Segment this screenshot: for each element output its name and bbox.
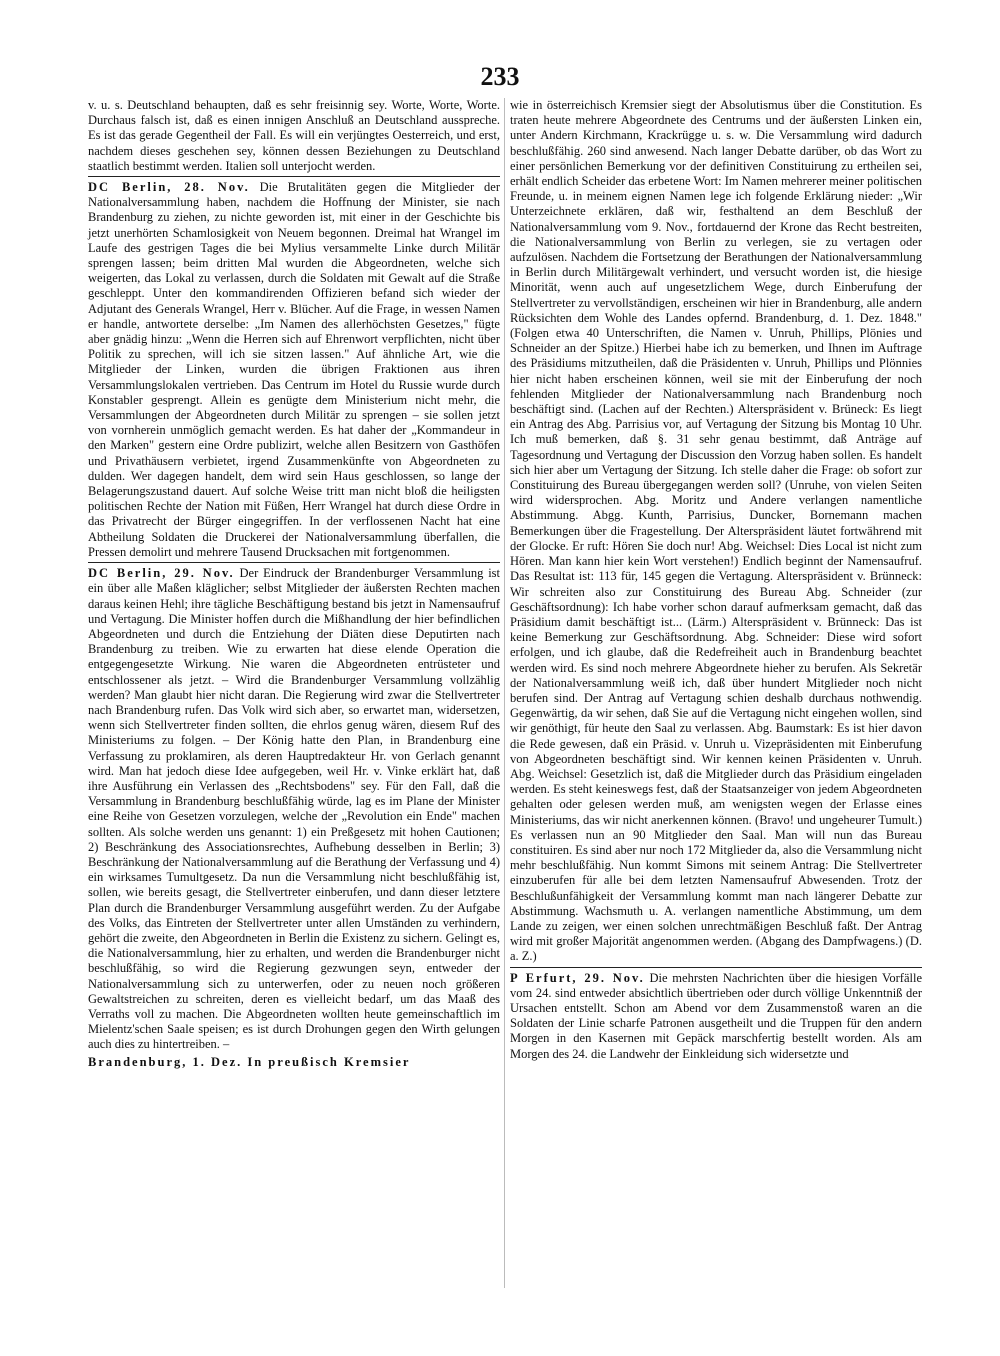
article-berlin-29 xyxy=(88,566,500,1053)
article-divider xyxy=(510,967,922,968)
dateline: DC Berlin, 29. Nov. xyxy=(88,566,235,581)
article-body: Die mehrsten Nachrichten über die hiesigen Vorfälle vom 24. sind entweder absichtlich übertrieben oder durch völlige Unkenntniß der Ursachen entstellt. Schon am Abend vor dem Zusammenstoß waren an die Soldaten der Linie scharfe Patronen ausgetheilt und die Truppen für den andern Morgen in den Kasernen mit Gepäck marschfertig bestellt worden. Als am Morgen des 24. die Landwehr der Einkleidung sich widersetzte und xyxy=(510,970,923,1061)
dateline: P Erfurt, 29. Nov. xyxy=(510,970,645,985)
article-brandenburg-start: Brandenburg, 1. Dez. In preußisch Kremsier xyxy=(88,1054,411,1069)
article-brandenburg-continuation: wie in österreichisch Kremsier siegt der Absolutismus über die Constitution. Es traten heute mehrere Abgeordnete des Centrums und der äußersten Linken ein, unter Andern Kirchmann, Krackrügge u. s. w. Die Versammlung wird dadurch beschlußfähig. 260 sind anwesend. Nach langer Debatte darüber, ob das Wort zu einer persönlichen Bemerkung vor der definitiven Constituirung zu ertheilen sei, erhält endlich Scheider das erbetene Wort: Im Namen mehrerer meiner politischen Freunde, u. in meinem eignen Namen lege ich folgende Erklärung nieder: „Wir Unterzeichnete erklären, daß wir, festhaltend an dem Beschluß der Nationalversammlung vom 9. Nov., fortdauernd der Krone das Recht bestreiten, die Nationalversammlung von Berlin zu verlegen, sie zu vertagen oder aufzulösen. Nachdem die Fortsetzung der Berathungen der Nationalversammlung in Berlin durch Militärgewalt verhindert, und versucht worden ist, die hiesige Minorität, wenn auch auf ungesetzlichem Wege, durch Einberufung der Stellvertreter zu vervollständigen, erscheinen wir hier in Brandenburg, alle andern Rücksichten dem Wohle des Landes opfernd. Brandenburg, d. 1. Dez. 1848." (Folgen etwa 40 Unterschriften, die Namen v. Unruh, Phillips, Plönies und Schneider an der Spitze.) Hierbei habe ich zu bemerken, und Ihnen im Auftrage des Präsidiums mitzutheilen, daß die Präsidenten v. Unruh, Phillips und Plönnies hier nicht haben erscheinen können, weil sie mit der Einberufung der noch fehlenden Mitglieder der Nationalversammlung nach Brandenburg noch beschäftigt sind. (Lachen auf der Rechten.) Alterspräsident v. Brüneck: Es liegt ein Antrag des Abg. Parrisius vor, auf Vertagung der Sitzung bis Montag 10 Uhr. Ich muß bemerken, daß §. 31 sehr genau bestimmt, daß Anträge auf Tagesordnung und Vertagung der Discussion den Vorzug haben sollen. Es handelt sich hier aber um Vertagung der Sitzung. Ich stelle daher die Frage: ob sofort zur Constituirung des Bureau übergegangen werden soll? (Unruhe, von vielen Seiten wird widersprochen. Abg. Moritz und Andere verlangen namentliche Abstimmung. Abgg. Kunth, Parrisius, Duncker, Bornemann machen Bemerkungen über die Fragestellung. Der Alterspräsident läutet fortwährend mit der Glocke. Er ruft: Hören Sie doch nur! Abg. Weichsel: Dies Local ist nicht zum Hören. Man kann hier kein Wort verstehen!) Endlich beginnt der Namensaufruf. Das Resultat ist: 113 für, 145 gegen die Vertagung. Alterspräsident v. Brünneck: Wir schreiten also zur Constituirung des Bureau Abg. Schneider (zur Geschäftsordnung): Ich habe vorher schon darauf aufmerksam gemacht, daß das Präsidium damit beschäftigt ist... (Lärm.) Alterspräsident v. Brünneck: Das ist keine Bemerkung zur Geschäftsordnung. Abg. Schneider: Diese wird sofort erfolgen, und ich glaube, daß die Redefreiheit auch in Brandenburg beachtet werden wird. Es sind noch mehrere Abgeordnete hieher zu berufen. Als Sekretär der Nationalversammlung weiß ich, daß über hundert Mitglieder noch nicht berufen sind. Der Antrag auf Vertagung schien deshalb durchaus nothwendig. Gegenwärtig, da wir sehen, daß Sie auf die Vertagung nicht eingehen wollen, sind wir genöthigt, für heute den Saal zu verlassen. Abg. Baumstark: Es ist hier davon die Rede gewesen, daß ein Präsid. v. Unruh u. Vizepräsidenten mit Einberufung von Abgeordneten beschäftigt sind. Wir kennen keinen Präsidenten v. Unruh. Abg. Weichsel: Gesetzlich ist, daß die Mitglieder durch das Präsidium eingeladen werden. Es steht keineswegs fest, daß der Staatsanzeiger von jedem Abgeordneten gehalten oder gelesen werden muß, am wenigsten wegen der Erlasse eines Ministeriums, das wir nicht anerkennen können. (Bravo! und ungeheurer Tumult.) Es verlassen nun an 90 Mitglieder den Saal. Man will nun das Bureau constituiren. Es sind aber nur noch 172 Mitglieder da, also die Versammlung nicht mehr beschlußfähig. Nun kommt Simons mit seinem Antrag: Die Stellvertreter einzuberufen für alle bei dem letzten Namensaufruf Abwesenden. Trotz der Beschlußunfähigkeit der Versammlung kommt man nach längerer Debatte zur Abstimmung. Wachsmuth u. A. verlangen namentliche Abstimmung, um dem Lande zu zeigen, wer einen solchen unrechtmäßigen Beschluß faßt. Der Antrag wird mit großer Majorität angenommen werden. (Abgang des Dampfwagens.) (D. a. Z.) xyxy=(510,98,922,964)
dateline: DC Berlin, 28. Nov. xyxy=(88,180,250,195)
page-number: 233 xyxy=(480,62,520,91)
article-continuation: v. u. s. Deutschland behaupten, daß es sehr freisinnig sey. Worte, Worte, Worte. Durchaus falsch ist, daß es einen innigen Anschluß an Deutschland ausspreche. Es ist das gerade Gegentheil der Fall. Es will ein verjüngtes Oesterreich, und erst, nachdem dieses geschehen sey, können dessen Beziehungen zu Deutschland staatlich bestimmt werden. Italien soll unterjocht werden. xyxy=(88,98,500,173)
column-separator xyxy=(504,98,505,1288)
article-body: Die Brutalitäten gegen die Mitglieder der Nationalversammlung haben, nachdem die Hoffnung der Minister, sie nach Brandenburg zu ziehen, zu nichte geworden ist, mit einer in der Geschichte bis jetzt unerhörten Schamlosigkeit von Neuem begonnen. Dreimal hat Wrangel im Laufe des gestrigen Tages die bei Mylius versammelte Linke durch Militär sprengen lassen; beim dritten Mal wurden die Abgeordneten, welche sich weigerten, das Lokal zu verlassen, durch die Soldaten mit Gewalt auf die Straße geschleppt. Unter den kommandirenden Offizieren befand sich wieder der Adjutant des Generals Wrangel, Herr v. Blücher. Auf die Frage, in wessen Namen er handle, antwortete derselbe: „Im Namen des allerhöchsten Gesetzes," fügte aber gnädig hinzu: „Wenn die Herren sich auf Ehrenwort verpflichten, nicht über Politik zu sprechen, will ich sie sitzen lassen." Auf ähnliche Art, wie die Mitglieder der Linken, wurden die übrigen Fraktionen aus ihren Versammlungslokalen vertrieben. Das Centrum im Hotel du Russie wurde durch Konstabler gesprengt. Allein es genügte dem Ministerium nicht mehr, die Versammlungen der Abgeordneten durch Militär zu sprengen – sie sollen jetzt von vornherein unmöglich gemacht werden. Es hat daher der „Kommandeur in den Marken" gestern eine Ordre publizirt, welche allen Besitzern von Gasthöfen und Privathäusern verbietet, irgend Zusammenkünfte von Abgeordneten zu dulden. Wer dagegen handelt, dem wird sein Haus geschlossen, so lange der Belagerungszustand dauert. Auf solche Weise tritt man nicht bloß die heiligsten politischen Rechte der Nation mit Füßen, Herr Wrangel hat durch diese Ordre in das Privatrecht der Bürger eingegriffen. In der verflossenen Nacht hat eine Abtheilung Soldaten die Druckerei der Nationalversammlung überfallen, die Pressen demolirt und mehrere Tausend Drucksachen mit fortgenommen. xyxy=(88,180,500,559)
left-column xyxy=(88,98,500,1070)
article-berlin-28 xyxy=(88,180,500,560)
right-column xyxy=(510,98,922,1062)
article-erfurt xyxy=(510,971,922,1062)
article-divider xyxy=(88,176,500,177)
article-divider xyxy=(88,562,500,563)
article-body: Der Eindruck der Brandenburger Versammlung ist ein über alle Maßen kläglicher; selbst Mitglieder der äußersten Rechten machen daraus keinen Hehl; ihre tägliche Beschäftigung bestand bis jetzt in Namensaufruf und Vertagung. Die Minister hoffen durch die Mißhandlung der hier befindlichen Abgeordneten und durch die Entziehung der Diäten diese Deputirten nach Brandenburg zu treiben. Wie zu erwarten hat diese elende Operation die entgegengesetzte Wirkung. Nie waren die Abgeordneten entrüsteter und entschlossener als jetzt. – Wird die Brandenburger Versammlung vollzählig werden? Man glaubt hier nicht daran. Die Regierung wird zwar die Stellvertreter nach Brandenburg rufen. Das Volk wird sich aber, so erwartet man, widersetzen, wenn sich Stellvertreter finden sollten, die ehrlos genug wären, diesem Ruf des Ministeriums zu folgen. – Der König hatte den Plan, in Brandenburg eine Verfassung zu proklamiren, als deren Hauptredakteur Hr. von Gerlach genannt wird. Man hat jedoch diese Idee aufgegeben, weil Hr. v. Vinke erklärt hat, daß ihre Ausführung ein Verlassen des „Rechtsbodens" sey. Für den Fall, daß die Versammlung in Brandenburg beschlußfähig würde, lag es im Plane der Minister eine Reihe von Gesetzen vorzulegen, welche der „Revolution ein Ende" machen sollten. Als solche werden uns genannt: 1) ein Preßgesetz mit hohen Cautionen; 2) Beschränkung des Associationsrechtes, Aufhebung desselben in Berlin; 3) Beschränkung der Nationalversammlung auf die Berathung der Verfassung und 4) ein wirksames Tumultgesetz. Da nun die Versammlung nicht beschlußfähig ist, sollen, wie bereits gesagt, die Stellvertreter einberufen, und dann dieser letztere Plan durch die Brandenburger Versammlung ausgeführt werden. Zu der Aufgabe des Volks, das Eintreten der Stellvertreter unter allen Umständen zu verhindern, gehört die zweite, den Abgeordneten in Berlin die Existenz zu sichern. Gelingt es, die Nationalversammlung, hier zu erhalten, und werden die Brandenburger nicht beschlußfähig, so wird die Regierung gezwungen seyn, entweder der Nationalversammlung sich zu unterwerfen, oder zu neuen noch größeren Gewaltstreichen zu schreiten, deren es vielleicht bedarf, um das Maaß des Verraths voll zu machen. Die Abgeordneten wollten heute gemeinschaftlich im Mielentz'schen Saale speisen; es ist durch Drohungen gegen den Wirth gelungen auch dies zu hintertreiben. – xyxy=(88,566,501,1052)
